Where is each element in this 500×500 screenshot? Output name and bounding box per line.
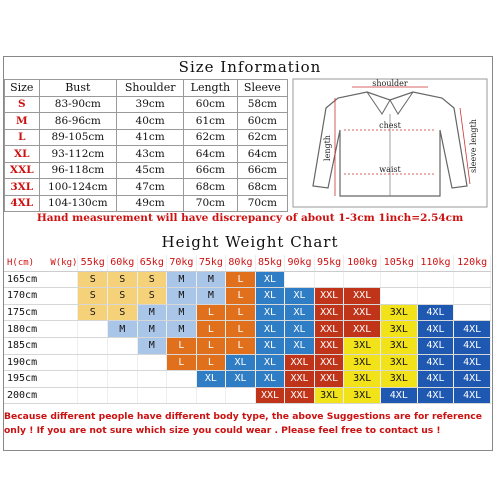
size-cell: 4XL — [417, 371, 454, 388]
sleeve-length-label: sleeve length — [469, 119, 478, 173]
length-label: length — [323, 135, 332, 161]
size-row — [5, 179, 288, 196]
size-label: XL — [5, 146, 40, 163]
size-cell: XXL — [285, 387, 315, 404]
size-cell: XXL — [314, 304, 344, 321]
size-cell: XL — [255, 288, 285, 305]
weight-header: 105kg — [381, 255, 418, 271]
size-cell: M — [196, 288, 226, 305]
size-cell: XXL — [314, 354, 344, 371]
size-cell: S — [78, 304, 108, 321]
size-cell — [78, 371, 108, 388]
size-cell: XXL — [285, 371, 315, 388]
size-cell — [344, 271, 381, 288]
size-cell: 4XL — [454, 387, 491, 404]
height-label: 195cm — [4, 371, 78, 388]
size-measure-cell: 66cm — [184, 162, 238, 179]
size-cell: 3XL — [344, 387, 381, 404]
size-cell: 4XL — [417, 337, 454, 354]
size-cell: 4XL — [454, 321, 491, 338]
size-header-cell: Sleeve — [237, 80, 287, 97]
size-header-cell: Size — [5, 80, 40, 97]
size-cell: XXL — [314, 371, 344, 388]
size-cell — [137, 387, 167, 404]
size-label: L — [5, 129, 40, 146]
size-cell — [417, 288, 454, 305]
shirt-diagram — [292, 78, 488, 208]
hw-row — [4, 387, 491, 404]
size-row — [5, 129, 288, 146]
size-measure-cell: 70cm — [184, 195, 238, 212]
size-cell: S — [108, 271, 138, 288]
size-cell: S — [108, 304, 138, 321]
weight-header: 120kg — [454, 255, 491, 271]
size-cell: L — [226, 321, 256, 338]
size-measure-cell: 66cm — [237, 162, 287, 179]
size-cell — [454, 288, 491, 305]
size-cell — [137, 354, 167, 371]
size-cell — [78, 337, 108, 354]
size-cell: 4XL — [417, 387, 454, 404]
size-cell: XL — [255, 321, 285, 338]
size-row — [5, 113, 288, 130]
size-label: M — [5, 113, 40, 130]
size-cell — [167, 387, 197, 404]
size-measure-cell: 96-118cm — [39, 162, 117, 179]
weight-header: 60kg — [108, 255, 138, 271]
size-row — [5, 162, 288, 179]
size-cell: L — [226, 288, 256, 305]
size-cell: 3XL — [344, 371, 381, 388]
size-cell — [108, 387, 138, 404]
hw-corner-label: H(cm) W(kg) — [4, 255, 78, 271]
size-cell: 3XL — [344, 337, 381, 354]
height-label: 165cm — [4, 271, 78, 288]
height-label: 170cm — [4, 288, 78, 305]
size-cell: 3XL — [314, 387, 344, 404]
size-cell: XL — [285, 304, 315, 321]
size-header-cell: Bust — [39, 80, 117, 97]
size-cell: XL — [285, 321, 315, 338]
size-row — [5, 96, 288, 113]
height-label: 175cm — [4, 304, 78, 321]
size-cell: S — [78, 288, 108, 305]
height-label: 190cm — [4, 354, 78, 371]
hw-row — [4, 271, 491, 288]
size-header-cell: Shoulder — [117, 80, 184, 97]
size-measure-cell: 45cm — [117, 162, 184, 179]
reference-note: Because different people have different body type, the above Suggestions are for reference only ! If you are not sure which size you could wear . Please feel free to contact us ! — [4, 411, 482, 436]
hw-row — [4, 321, 491, 338]
size-cell: XL — [255, 371, 285, 388]
size-label: 4XL — [5, 195, 40, 212]
size-cell: 4XL — [454, 337, 491, 354]
size-cell — [314, 271, 344, 288]
size-cell: 4XL — [417, 304, 454, 321]
hw-header-row — [4, 255, 491, 271]
size-cell: L — [196, 354, 226, 371]
size-measure-cell: 62cm — [237, 129, 287, 146]
measurement-note: Hand measurement will have discrepancy of about 1-3cm 1inch=2.54cm — [36, 212, 464, 224]
size-cell: 4XL — [454, 354, 491, 371]
size-cell — [285, 271, 315, 288]
size-row — [5, 146, 288, 163]
size-cell: 3XL — [381, 321, 418, 338]
size-table-header — [5, 80, 288, 97]
size-cell — [454, 271, 491, 288]
size-measure-cell: 60cm — [237, 113, 287, 130]
size-cell — [108, 371, 138, 388]
size-cell: XXL — [285, 354, 315, 371]
size-cell: S — [137, 271, 167, 288]
size-cell: L — [196, 337, 226, 354]
size-cell: XXL — [314, 288, 344, 305]
size-cell: L — [226, 304, 256, 321]
weight-header: 80kg — [226, 255, 256, 271]
weight-header: 55kg — [78, 255, 108, 271]
size-cell: M — [167, 288, 197, 305]
size-measure-cell: 64cm — [237, 146, 287, 163]
size-cell: L — [196, 321, 226, 338]
size-cell — [381, 271, 418, 288]
size-measure-cell: 68cm — [237, 179, 287, 196]
size-cell: M — [137, 321, 167, 338]
size-measure-cell: 89-105cm — [39, 129, 117, 146]
size-cell: 4XL — [454, 371, 491, 388]
size-label: S — [5, 96, 40, 113]
size-cell — [381, 288, 418, 305]
size-cell: XL — [255, 271, 285, 288]
size-cell: S — [78, 271, 108, 288]
weight-header: 70kg — [167, 255, 197, 271]
size-cell: M — [167, 271, 197, 288]
size-measure-cell: 83-90cm — [39, 96, 117, 113]
size-cell: L — [226, 337, 256, 354]
size-measure-cell: 43cm — [117, 146, 184, 163]
height-label: 200cm — [4, 387, 78, 404]
size-measure-cell: 61cm — [184, 113, 238, 130]
hw-row — [4, 371, 491, 388]
size-cell: L — [167, 354, 197, 371]
size-measure-cell: 49cm — [117, 195, 184, 212]
size-cell: M — [108, 321, 138, 338]
size-measure-cell: 104-130cm — [39, 195, 117, 212]
height-weight-title: Height Weight Chart — [161, 233, 339, 251]
weight-header: 95kg — [314, 255, 344, 271]
weight-header: 90kg — [285, 255, 315, 271]
size-cell: XXL — [314, 321, 344, 338]
weight-header: 65kg — [137, 255, 167, 271]
size-measure-cell: 68cm — [184, 179, 238, 196]
size-cell: M — [137, 304, 167, 321]
hw-row — [4, 354, 491, 371]
size-measure-cell: 40cm — [117, 113, 184, 130]
hw-row — [4, 288, 491, 305]
waist-label: waist — [379, 165, 401, 174]
size-cell: 4XL — [417, 321, 454, 338]
size-cell — [167, 371, 197, 388]
size-cell — [108, 354, 138, 371]
size-cell — [78, 321, 108, 338]
weight-header: 85kg — [255, 255, 285, 271]
size-cell: 3XL — [381, 371, 418, 388]
size-measure-cell: 41cm — [117, 129, 184, 146]
size-cell: XL — [255, 354, 285, 371]
size-cell: XL — [255, 304, 285, 321]
size-cell: XXL — [344, 321, 381, 338]
size-cell: 3XL — [344, 354, 381, 371]
size-cell — [417, 271, 454, 288]
size-cell: M — [167, 321, 197, 338]
size-measure-cell: 93-112cm — [39, 146, 117, 163]
size-cell — [226, 387, 256, 404]
size-measure-cell: 58cm — [237, 96, 287, 113]
size-cell: XL — [285, 337, 315, 354]
size-label: 3XL — [5, 179, 40, 196]
size-cell: L — [196, 304, 226, 321]
size-cell: XL — [255, 337, 285, 354]
size-header-cell: Length — [184, 80, 238, 97]
size-cell — [454, 304, 491, 321]
size-cell: XXL — [255, 387, 285, 404]
size-cell: L — [226, 271, 256, 288]
size-cell — [78, 354, 108, 371]
size-cell: XL — [226, 354, 256, 371]
weight-header: 75kg — [196, 255, 226, 271]
size-cell: L — [167, 337, 197, 354]
size-cell — [78, 387, 108, 404]
weight-header: 100kg — [344, 255, 381, 271]
size-cell: XL — [226, 371, 256, 388]
size-cell: S — [108, 288, 138, 305]
weight-header: 110kg — [417, 255, 454, 271]
size-cell: 3XL — [381, 354, 418, 371]
size-label: XXL — [5, 162, 40, 179]
size-measure-cell: 70cm — [237, 195, 287, 212]
size-cell: M — [167, 304, 197, 321]
size-cell: 4XL — [381, 387, 418, 404]
height-weight-table — [4, 255, 491, 404]
size-measure-cell: 86-96cm — [39, 113, 117, 130]
size-cell: XXL — [314, 337, 344, 354]
size-cell — [137, 371, 167, 388]
size-cell: XL — [285, 288, 315, 305]
size-cell: S — [137, 288, 167, 305]
size-cell: XL — [196, 371, 226, 388]
size-table — [4, 79, 288, 212]
size-measure-cell: 47cm — [117, 179, 184, 196]
size-measure-cell: 64cm — [184, 146, 238, 163]
size-cell: M — [196, 271, 226, 288]
size-measure-cell: 39cm — [117, 96, 184, 113]
hw-row — [4, 337, 491, 354]
size-cell: XXL — [344, 304, 381, 321]
size-cell — [196, 387, 226, 404]
size-cell: M — [137, 337, 167, 354]
size-cell: 3XL — [381, 337, 418, 354]
size-measure-cell: 100-124cm — [39, 179, 117, 196]
size-cell — [108, 337, 138, 354]
size-cell: 4XL — [417, 354, 454, 371]
size-cell: 3XL — [381, 304, 418, 321]
size-measure-cell: 62cm — [184, 129, 238, 146]
shoulder-label: shoulder — [372, 79, 408, 88]
size-cell: XXL — [344, 288, 381, 305]
height-label: 180cm — [4, 321, 78, 338]
height-label: 185cm — [4, 337, 78, 354]
hw-row — [4, 304, 491, 321]
size-row — [5, 195, 288, 212]
size-measure-cell: 60cm — [184, 96, 238, 113]
size-info-title: Size Information — [178, 58, 322, 76]
chest-label: chest — [379, 121, 401, 130]
